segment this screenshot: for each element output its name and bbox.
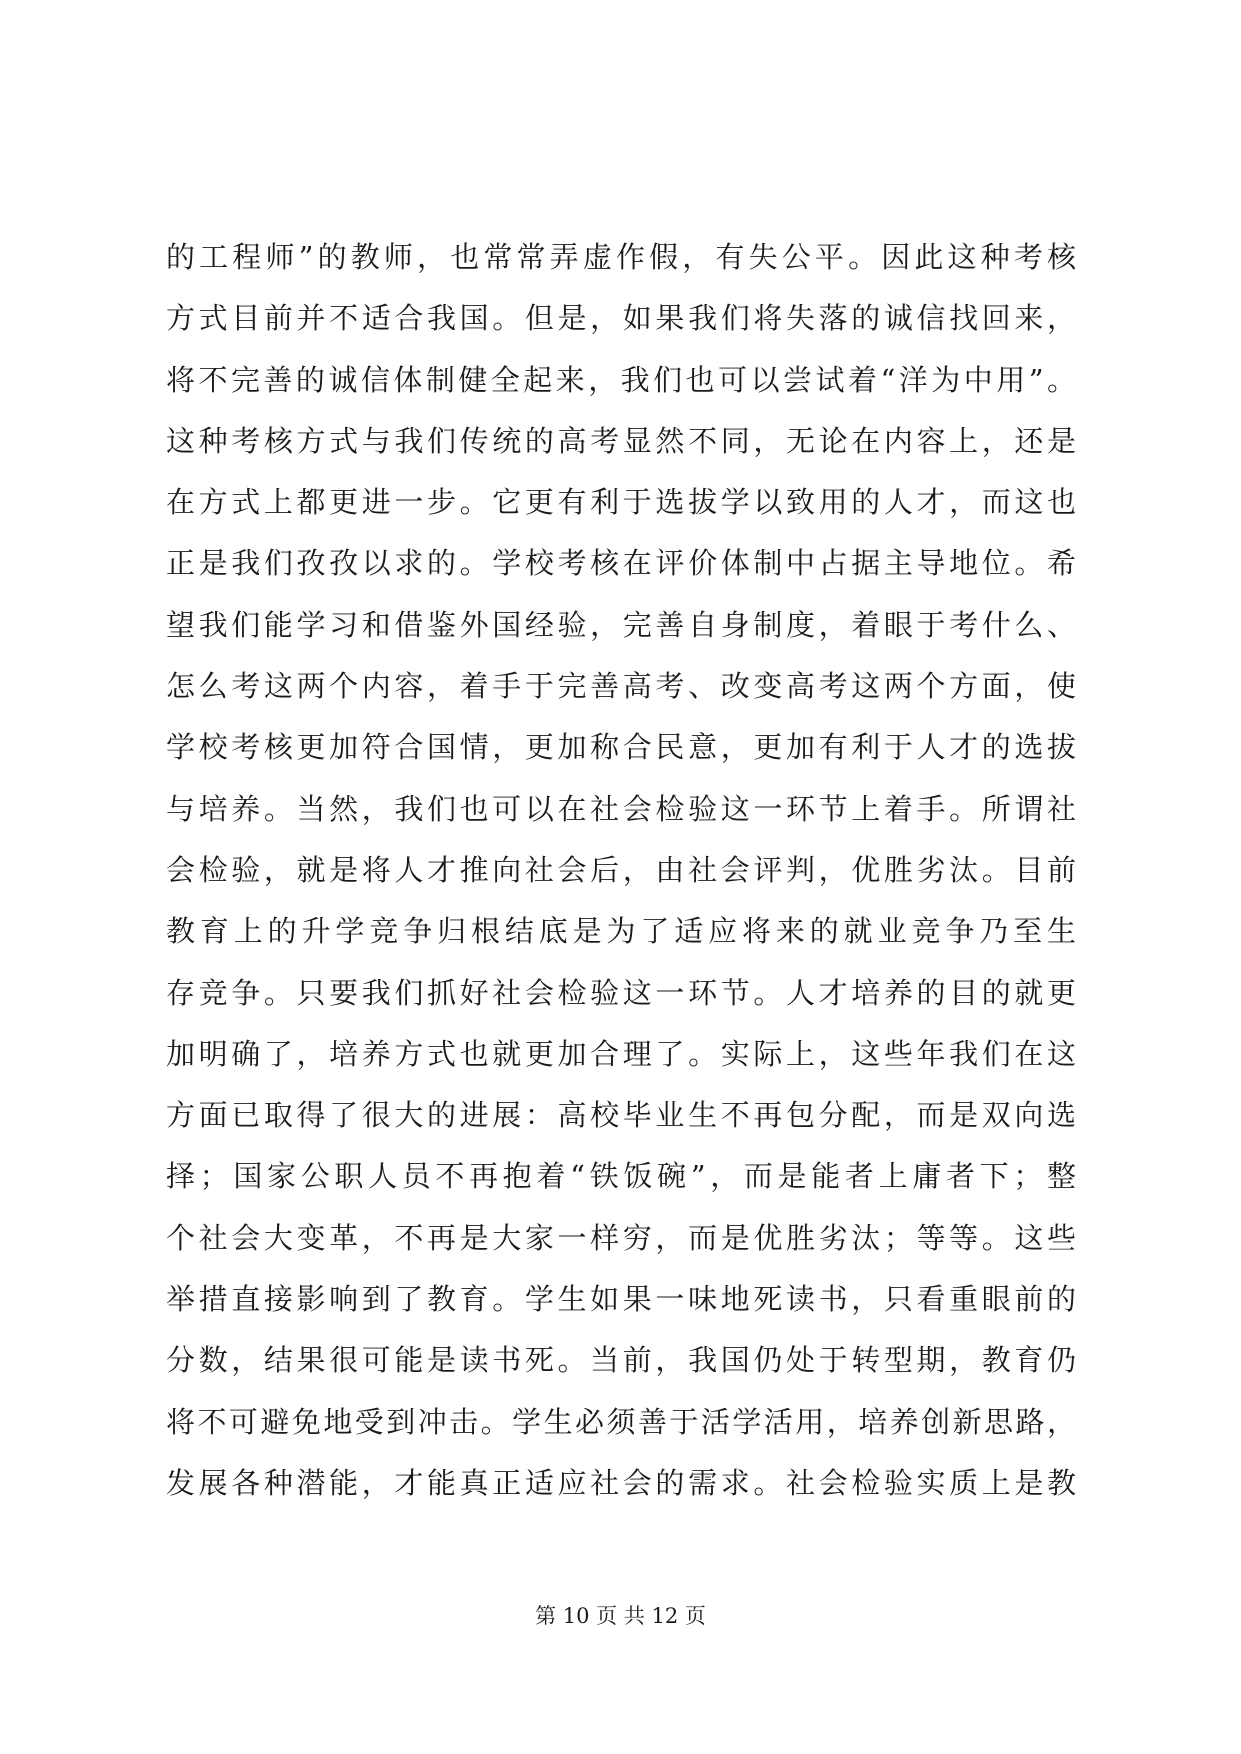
- text-line: 加明确了，培养方式也就更加合理了。实际上，这些年我们在这: [166, 1036, 1076, 1071]
- text-line: 在方式上都更进一步。它更有利于选拔学以致用的人才，而这也: [166, 485, 1076, 520]
- text-line: 的工程师”的教师，也常常弄虚作假，有失公平。因此这种考核: [166, 240, 1076, 274]
- text-line: 方式目前并不适合我国。但是，如果我们将失落的诚信找回来，: [166, 301, 1076, 336]
- text-line: 正是我们孜孜以求的。学校考核在评价体制中占据主导地位。希: [166, 546, 1076, 581]
- text-line: 学校考核更加符合国情，更加称合民意，更加有利于人才的选拔: [166, 730, 1076, 765]
- text-line: 将不可避免地受到冲击。学生必须善于活学活用，培养创新思路，: [166, 1404, 1076, 1439]
- text-line: 存竞争。只要我们抓好社会检验这一环节。人才培养的目的就更: [166, 975, 1076, 1010]
- text-line: 发展各种潜能，才能真正适应社会的需求。社会检验实质上是教: [166, 1465, 1076, 1500]
- text-line: 个社会大变革，不再是大家一样穷，而是优胜劣汰；等等。这些: [166, 1220, 1076, 1255]
- text-line: 方面已取得了很大的进展：高校毕业生不再包分配，而是双向选: [166, 1098, 1076, 1133]
- text-line: 这种考核方式与我们传统的高考显然不同，无论在内容上，还是: [166, 423, 1076, 458]
- body-text: [166, 227, 1076, 1514]
- page-number-footer: 第 10 页 共 12 页: [535, 1604, 706, 1628]
- text-line: 将不完善的诚信体制健全起来，我们也可以尝试着“洋为中用”。: [166, 362, 1076, 397]
- text-line: 教育上的升学竞争归根结底是为了适应将来的就业竞争乃至生: [166, 914, 1076, 949]
- text-line: 分数，结果很可能是读书死。当前，我国仍处于转型期，教育仍: [166, 1343, 1076, 1378]
- text-line: 会检验，就是将人才推向社会后，由社会评判，优胜劣汰。目前: [166, 852, 1076, 887]
- text-line: 怎么考这两个内容，着手于完善高考、改变高考这两个方面，使: [166, 669, 1076, 704]
- text-line: 择；国家公职人员不再抱着“铁饭碗”，而是能者上庸者下；整: [166, 1159, 1076, 1194]
- text-line: 望我们能学习和借鉴外国经验，完善自身制度，着眼于考什么、: [166, 607, 1076, 642]
- text-line: 举措直接影响到了教育。学生如果一味地死读书，只看重眼前的: [166, 1282, 1076, 1317]
- text-line: 与培养。当然，我们也可以在社会检验这一环节上着手。所谓社: [166, 791, 1076, 826]
